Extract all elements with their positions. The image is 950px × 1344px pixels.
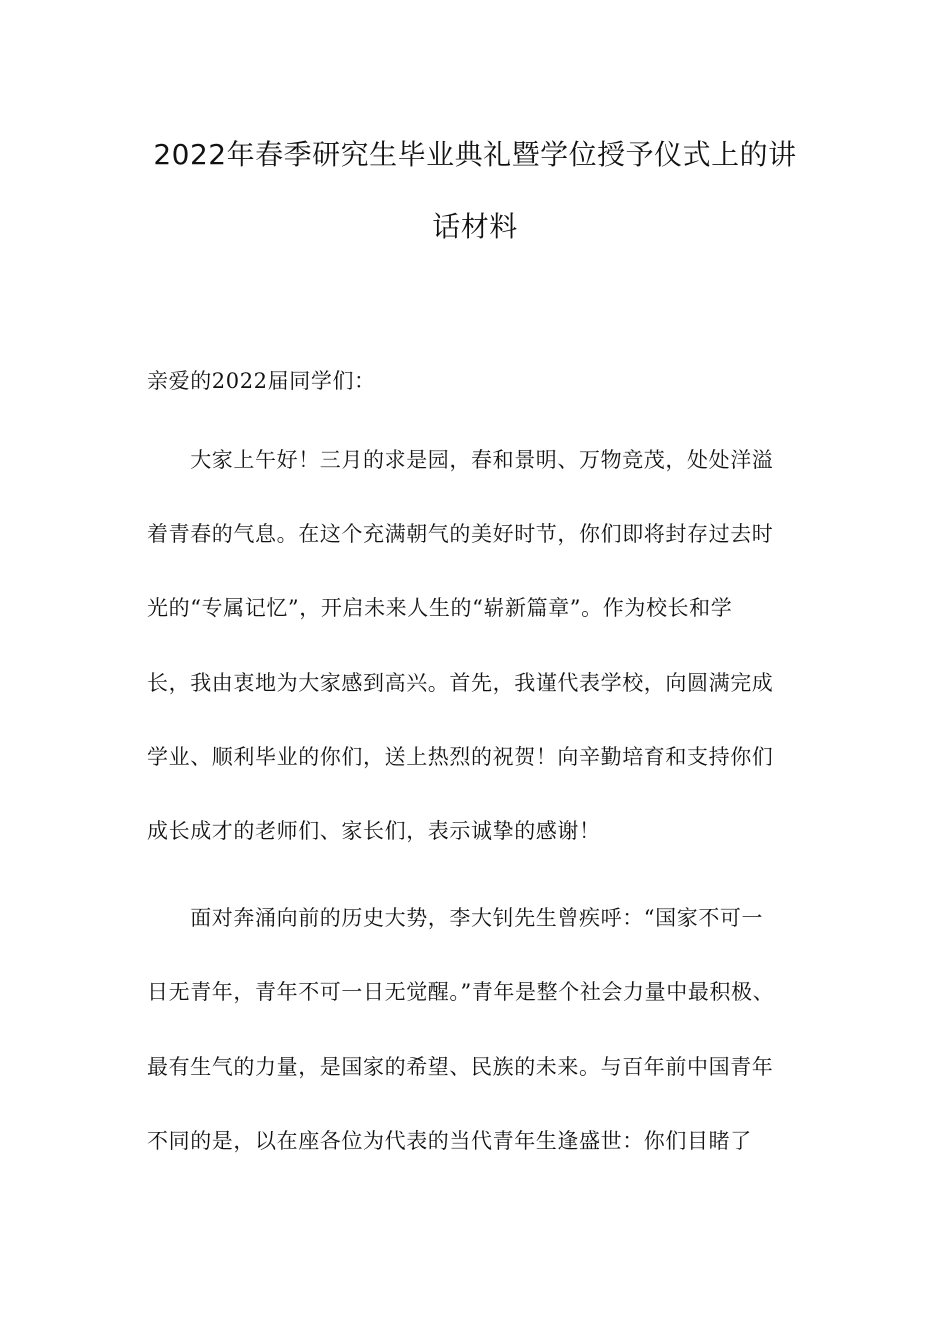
paragraph-line: 日无青年，青年不可一日无觉醒。”青年是整个社会力量中最积极、 xyxy=(147,980,775,1004)
salutation: 亲爱的2022届同学们： xyxy=(147,369,376,393)
paragraph-line: 面对奔涌向前的历史大势，李大钊先生曾疾呼：“国家不可一 xyxy=(147,906,764,930)
paragraph-line: 不同的是，以在座各位为代表的当代青年生逢盛世：你们目睹了 xyxy=(147,1129,752,1153)
paragraph-line: 大家上午好！三月的求是园，春和景明、万物竞茂，处处洋溢 xyxy=(147,448,774,472)
document-title-line-1: 2022年春季研究生毕业典礼暨学位授予仪式上的讲 xyxy=(153,138,797,171)
paragraph-line: 学业、顺利毕业的你们，送上热烈的祝贺！向辛勤培育和支持你们 xyxy=(147,745,774,769)
paragraph-line: 最有生气的力量，是国家的希望、民族的未来。与百年前中国青年 xyxy=(147,1055,774,1079)
paragraph-line: 着青春的气息。在这个充满朝气的美好时节，你们即将封存过去时 xyxy=(147,522,774,546)
paragraph-line: 长，我由衷地为大家感到高兴。首先，我谨代表学校，向圆满完成 xyxy=(147,671,774,695)
paragraph-line: 成长成才的老师们、家长们，表示诚挚的感谢！ xyxy=(147,819,601,843)
paragraph-line: 光的“专属记忆”，开启未来人生的“崭新篇章”。作为校长和学 xyxy=(147,596,733,620)
document-title-line-2: 话材料 xyxy=(432,210,518,243)
